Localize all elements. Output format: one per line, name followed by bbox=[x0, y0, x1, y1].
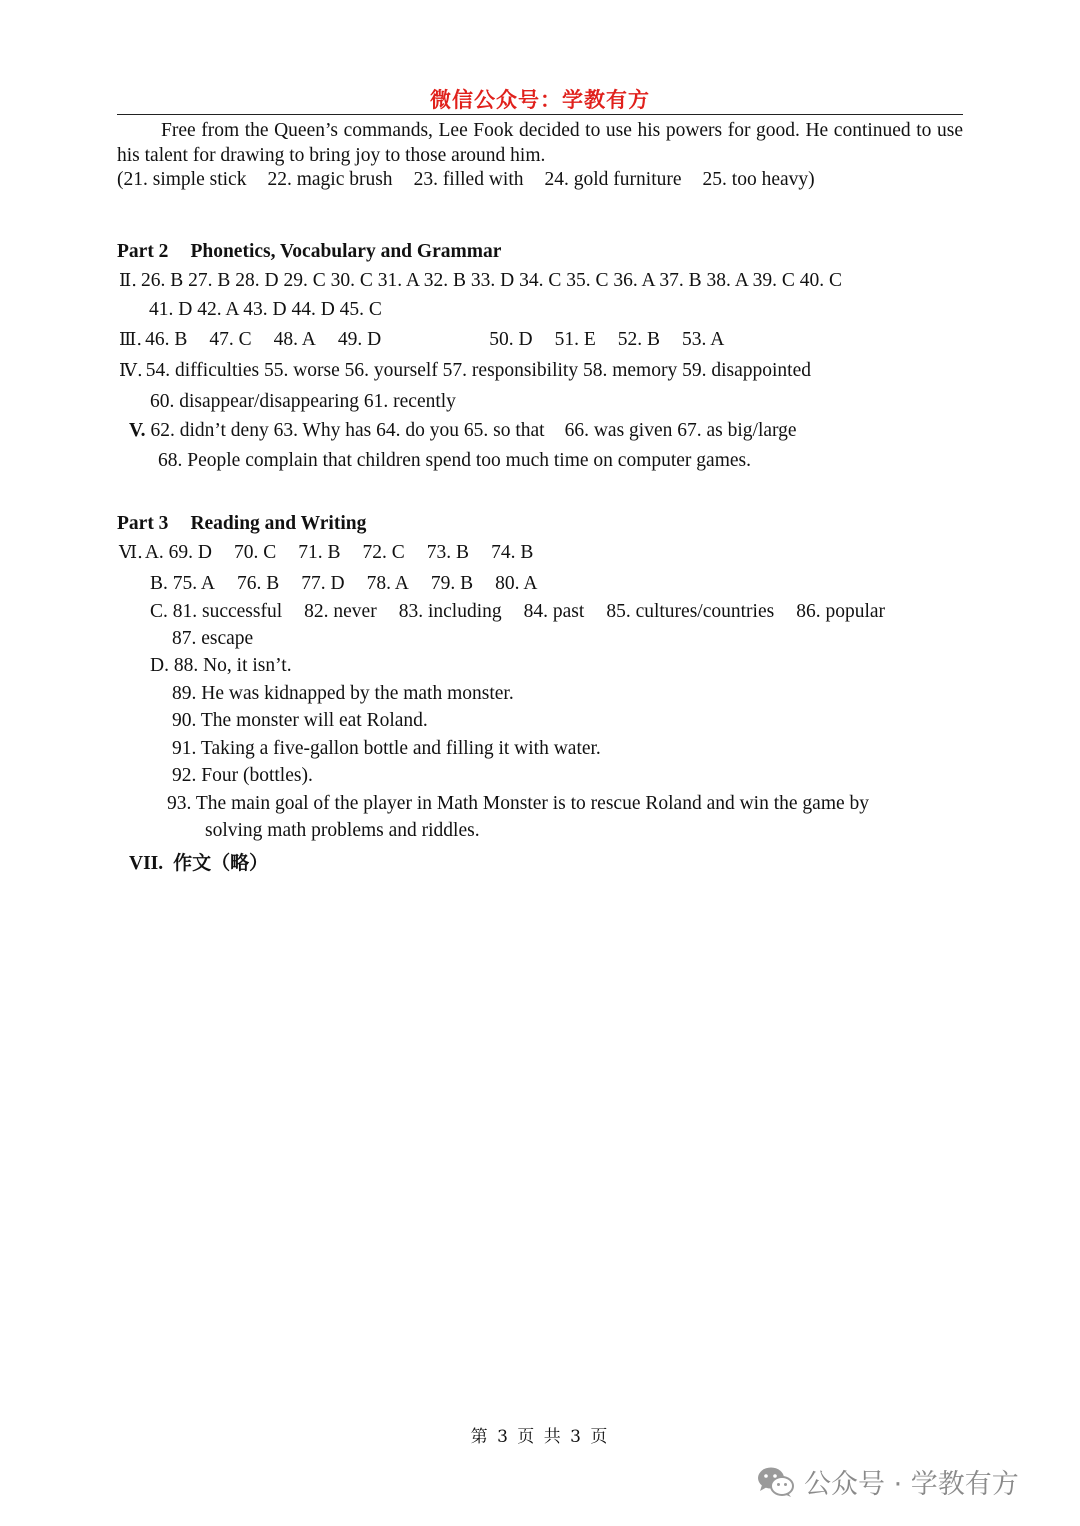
wechat-icon bbox=[756, 1465, 796, 1499]
section-7-line bbox=[129, 848, 268, 875]
answer-80: 80. A bbox=[495, 573, 538, 594]
section-6-c bbox=[150, 601, 885, 623]
answer-92: 92. Four (bottles). bbox=[172, 765, 313, 786]
section-5-numeral: V. bbox=[129, 420, 146, 441]
watermark bbox=[756, 1462, 1019, 1501]
section-7-numeral: VII. bbox=[129, 853, 164, 874]
section-6-b bbox=[150, 573, 537, 595]
story-paragraph: Free from the Queen’s commands, Lee Fook decided to use his powers for good. He continued to use his talent for drawing to bring joy to those around him. bbox=[117, 120, 963, 166]
answer-77: 77. D bbox=[301, 573, 345, 594]
section-3-line bbox=[119, 329, 724, 351]
answer-69: A. 69. D bbox=[144, 542, 212, 563]
answer-78: 78. A bbox=[366, 573, 409, 594]
section-2-answers-2: 41. D 42. A 43. D 44. D 45. C bbox=[149, 299, 382, 320]
header-title: 微信公众号：学教有方 bbox=[430, 88, 650, 112]
part2-number: Part 2 bbox=[117, 241, 169, 262]
answer-52: 52. B bbox=[617, 329, 661, 350]
watermark-text: 公众号 · 学教有方 bbox=[804, 1469, 1019, 1500]
part3-title: Reading and Writing bbox=[190, 513, 367, 534]
answer-82: 82. never bbox=[304, 601, 377, 622]
page-number: 第 3 页 共 3 页 bbox=[470, 1427, 610, 1447]
section-4-answers-2: 60. disappear/disappearing 61. recently bbox=[150, 391, 456, 412]
section-7-text: 作文（略） bbox=[173, 852, 269, 874]
section-2-numeral: Ⅱ. bbox=[119, 270, 137, 291]
answer-70: 70. C bbox=[234, 542, 277, 563]
answer-21: (21. simple stick bbox=[117, 169, 247, 190]
section-6-a bbox=[119, 542, 533, 564]
story-answers bbox=[117, 169, 815, 191]
answer-74: 74. B bbox=[491, 542, 534, 563]
answer-91: 91. Taking a five-gallon bottle and filling it with water. bbox=[172, 738, 601, 759]
section-4-answers-1: 54. difficulties 55. worse 56. yourself 57. responsibility 58. memory 59. disappointed bbox=[145, 360, 811, 381]
section-5-answers-1b: 66. was given 67. as big/large bbox=[564, 420, 797, 441]
part2-title: Phonetics, Vocabulary and Grammar bbox=[190, 241, 502, 262]
section-4-line1 bbox=[119, 360, 811, 382]
answer-90: 90. The monster will eat Roland. bbox=[172, 710, 428, 731]
answer-51: 51. E bbox=[554, 329, 596, 350]
answer-86: 86. popular bbox=[796, 601, 886, 622]
answer-71: 71. B bbox=[298, 542, 341, 563]
answer-84: 84. past bbox=[523, 601, 585, 622]
answer-76: 76. B bbox=[237, 573, 280, 594]
answer-24: 24. gold furniture bbox=[544, 169, 682, 190]
section-5-answers-2: 68. People complain that children spend too much time on computer games. bbox=[158, 450, 751, 471]
answer-48: 48. A bbox=[273, 329, 316, 350]
answer-93-line1: 93. The main goal of the player in Math Monster is to rescue Roland and win the game by bbox=[167, 793, 870, 814]
answer-25: 25. too heavy) bbox=[702, 169, 815, 190]
section-5-line1 bbox=[129, 420, 797, 442]
section-6-numeral: Ⅵ. bbox=[119, 542, 143, 563]
part3-number: Part 3 bbox=[117, 513, 169, 534]
section-3-numeral: Ⅲ. bbox=[119, 329, 143, 350]
answer-50: 50. D bbox=[489, 329, 533, 350]
part3-heading bbox=[117, 513, 366, 535]
answer-23: 23. filled with bbox=[413, 169, 524, 190]
section-5-answers-1a: 62. didn’t deny 63. Why has 64. do you 65. so that bbox=[150, 420, 545, 441]
answer-93-line2: solving math problems and riddles. bbox=[205, 820, 480, 841]
answer-72: 72. C bbox=[362, 542, 405, 563]
section-4-numeral: Ⅳ. bbox=[119, 360, 143, 381]
answer-53: 53. A bbox=[682, 329, 725, 350]
answer-87: 87. escape bbox=[172, 628, 254, 649]
answer-88: D. 88. No, it isn’t. bbox=[150, 655, 292, 676]
section-2-answers-1: 26. B 27. B 28. D 29. C 30. C 31. A 32. B 33. D 34. C 35. C 36. A 37. B 38. A 39. C 40. C bbox=[140, 270, 842, 291]
header-rule bbox=[117, 114, 963, 115]
answer-79: 79. B bbox=[430, 573, 474, 594]
answer-85: 85. cultures/countries bbox=[606, 601, 775, 622]
section-2-line1 bbox=[119, 270, 842, 292]
answer-46: 46. B bbox=[145, 329, 188, 350]
answer-83: 83. including bbox=[398, 601, 502, 622]
answer-49: 49. D bbox=[337, 329, 382, 350]
answer-81: C. 81. successful bbox=[150, 601, 283, 622]
answer-89: 89. He was kidnapped by the math monster. bbox=[172, 683, 514, 704]
answer-47: 47. C bbox=[209, 329, 252, 350]
part2-heading bbox=[117, 241, 501, 263]
answer-73: 73. B bbox=[426, 542, 470, 563]
answer-22: 22. magic brush bbox=[267, 169, 393, 190]
answer-75: B. 75. A bbox=[150, 573, 216, 594]
